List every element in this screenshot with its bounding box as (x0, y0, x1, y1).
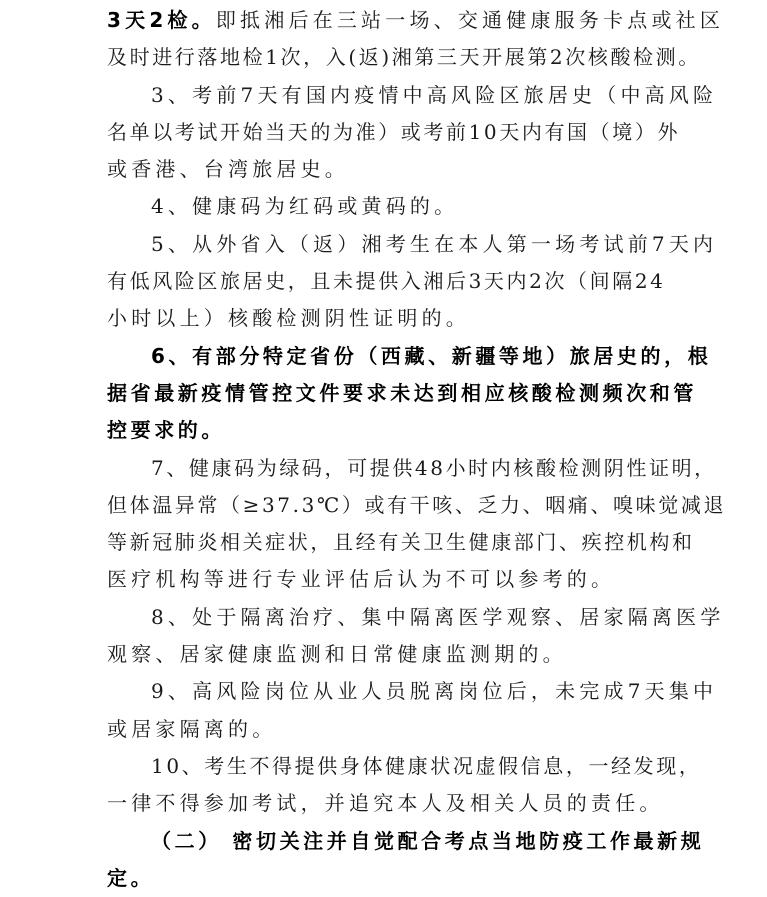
list-item-5-line (107, 226, 718, 263)
line-text: 7、健康码为绿码，可提供48小时内核酸检测阴性证明， (151, 455, 717, 480)
section-heading-line (107, 823, 705, 860)
line-text: 9、高风险岗位从业人员脱离岗位后，未完成7天集中 (151, 679, 718, 704)
bold-text: 控要求的。 (107, 418, 225, 443)
text-line (107, 487, 727, 524)
text-line (107, 785, 662, 822)
text-line (107, 412, 662, 449)
line-text: 观察、居家健康监测和日常健康监测期的。 (107, 642, 567, 667)
line-text: 即抵湘后在三站一场、交通健康服务卡点或社区 (215, 8, 725, 32)
line-text: 或香港、台湾旅居史。 (107, 157, 349, 182)
list-item-9-line (107, 673, 718, 710)
text-line (107, 300, 662, 337)
list-item-8-line (107, 599, 725, 636)
text-line (107, 2, 725, 39)
list-item-3-line (107, 77, 718, 114)
text-line (107, 636, 662, 673)
list-item-10-line (107, 748, 702, 785)
text-line (107, 151, 662, 188)
line-text: 3、考前7天有国内疫情中高风险区旅居史（中高风险 (151, 82, 718, 107)
line-text: 医疗机构等进行专业评估后认为不可以参考的。 (107, 567, 616, 592)
line-text: 4、健康码为红码或黄码的。 (151, 194, 459, 219)
list-item-6-line (107, 338, 712, 375)
line-text: 名单以考试开始当天的为准）或考前10天内有国（境）外 (107, 119, 681, 144)
text-line (107, 263, 666, 300)
bold-text: 6、有部分特定省份（西藏、新疆等地）旅居史的，根 (151, 343, 712, 368)
list-item-4-line (107, 188, 662, 225)
line-text: 10、考生不得提供身体健康状况虚假信息，一经发现， (151, 753, 702, 778)
text-line (107, 114, 681, 151)
text-line (107, 375, 697, 412)
line-text: 或居家隔离的。 (107, 716, 277, 741)
text-line (107, 561, 662, 598)
line-text: 及时进行落地检1次，入(返)湘第三天开展第2次核酸检测。 (107, 45, 701, 70)
document-page (107, 2, 727, 897)
line-text: 一律不得参加考试，并追究本人及相关人员的责任。 (107, 791, 664, 816)
line-text: 但体温异常（≥37.3℃）或有干咳、乏力、咽痛、嗅味觉减退 (107, 492, 727, 517)
section-heading-text: （二） 密切关注并自觉配合考点当地防疫工作最新规 (151, 828, 705, 853)
list-item-7-line (107, 450, 717, 487)
section-heading-text: 定。 (107, 865, 155, 890)
bold-lead-text: 3天2检。 (107, 8, 216, 32)
text-line (107, 711, 662, 748)
line-text: 有低风险区旅居史，且未提供入湘后3天内2次（间隔24 (107, 269, 666, 294)
line-text: 8、处于隔离治疗、集中隔离医学观察、居家隔离医学 (151, 604, 725, 629)
line-text: 5、从外省入（返）湘考生在本人第一场考试前7天内 (151, 231, 718, 256)
bold-text: 据省最新疫情管控文件要求未达到相应核酸检测频次和管 (107, 380, 697, 405)
text-line (107, 524, 695, 561)
line-text: 小时以上）核酸检测阴性证明的。 (107, 306, 470, 331)
line-text: 等新冠肺炎相关症状，且经有关卫生健康部门、疾控机构和 (107, 530, 695, 555)
text-line (107, 39, 701, 76)
section-heading-line (107, 860, 662, 897)
